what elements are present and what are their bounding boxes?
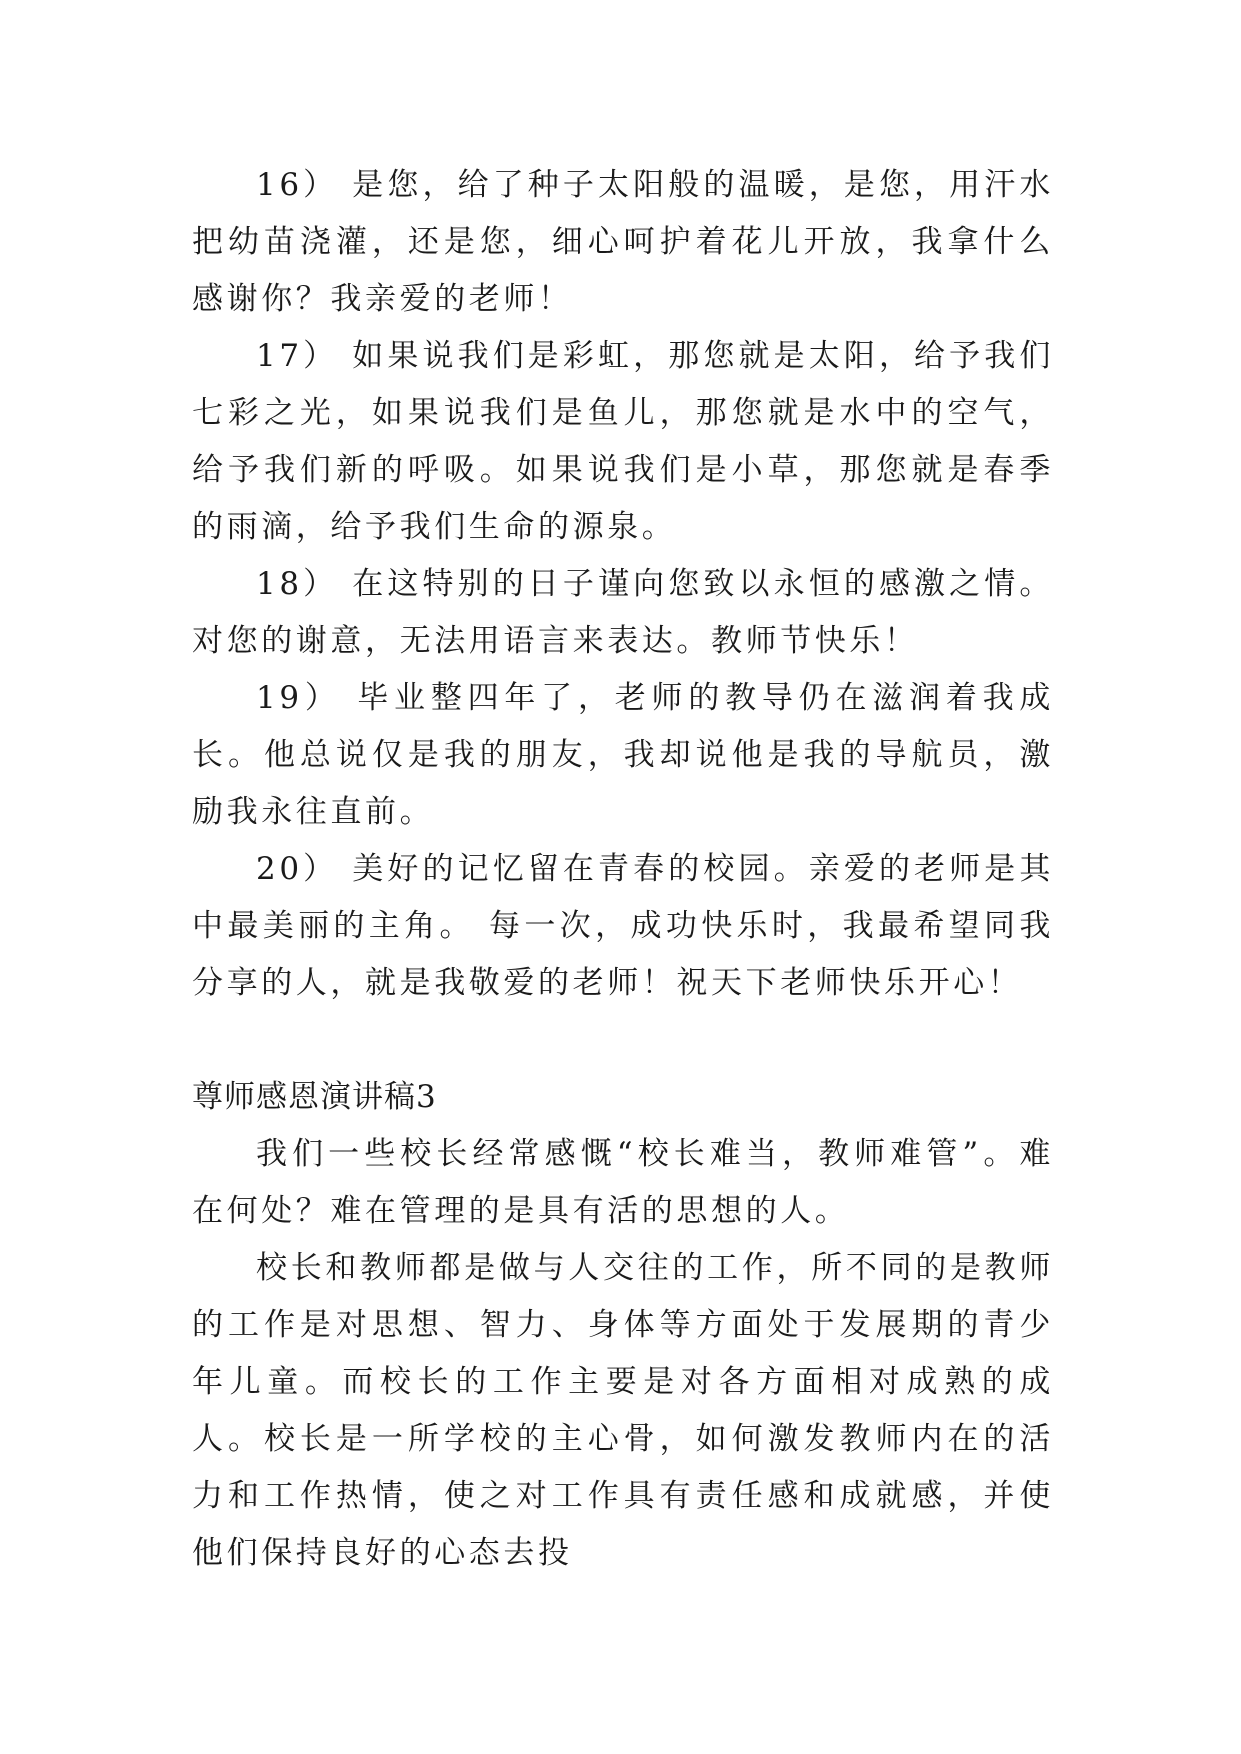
paragraph-18: 18） 在这特别的日子谨向您致以永恒的感激之情。对您的谢意，无法用语言来表达。教师节快乐！ xyxy=(192,566,1054,659)
document-body xyxy=(192,157,1054,1582)
paragraph-20: 20） 美好的记忆留在青春的校园。亲爱的老师是其中最美丽的主角。 每一次，成功快乐时，我最希望同我分享的人，就是我敬爱的老师！祝天下老师快乐开心！ xyxy=(192,851,1054,1001)
speech-paragraph-1: 我们一些校长经常感慨“校长难当，教师难管”。难在何处？难在管理的是具有活的思想的人。 xyxy=(192,1136,1054,1229)
paragraph-19: 19） 毕业整四年了，老师的教导仍在滋润着我成长。他总说仅是我的朋友，我却说他是我的导航员，激励我永往直前。 xyxy=(192,680,1054,830)
section-title: 尊师感恩演讲稿3 xyxy=(192,1079,437,1115)
speech-paragraph-2: 校长和教师都是做与人交往的工作，所不同的是教师的工作是对思想、智力、身体等方面处于发展期的青少年儿童。而校长的工作主要是对各方面相对成熟的成人。校长是一所学校的主心骨，如何激发教师内在的活力和工作热情，使之对工作具有责任感和成就感，并使他们保持良好的心态去投 xyxy=(192,1250,1054,1571)
paragraph-16: 16） 是您，给了种子太阳般的温暖，是您，用汗水把幼苗浇灌，还是您，细心呵护着花儿开放，我拿什么感谢你？我亲爱的老师！ xyxy=(192,167,1054,317)
paragraph-17: 17） 如果说我们是彩虹，那您就是太阳，给予我们七彩之光，如果说我们是鱼儿，那您就是水中的空气，给予我们新的呼吸。如果说我们是小草，那您就是春季的雨滴，给予我们生命的源泉。 xyxy=(192,338,1054,545)
